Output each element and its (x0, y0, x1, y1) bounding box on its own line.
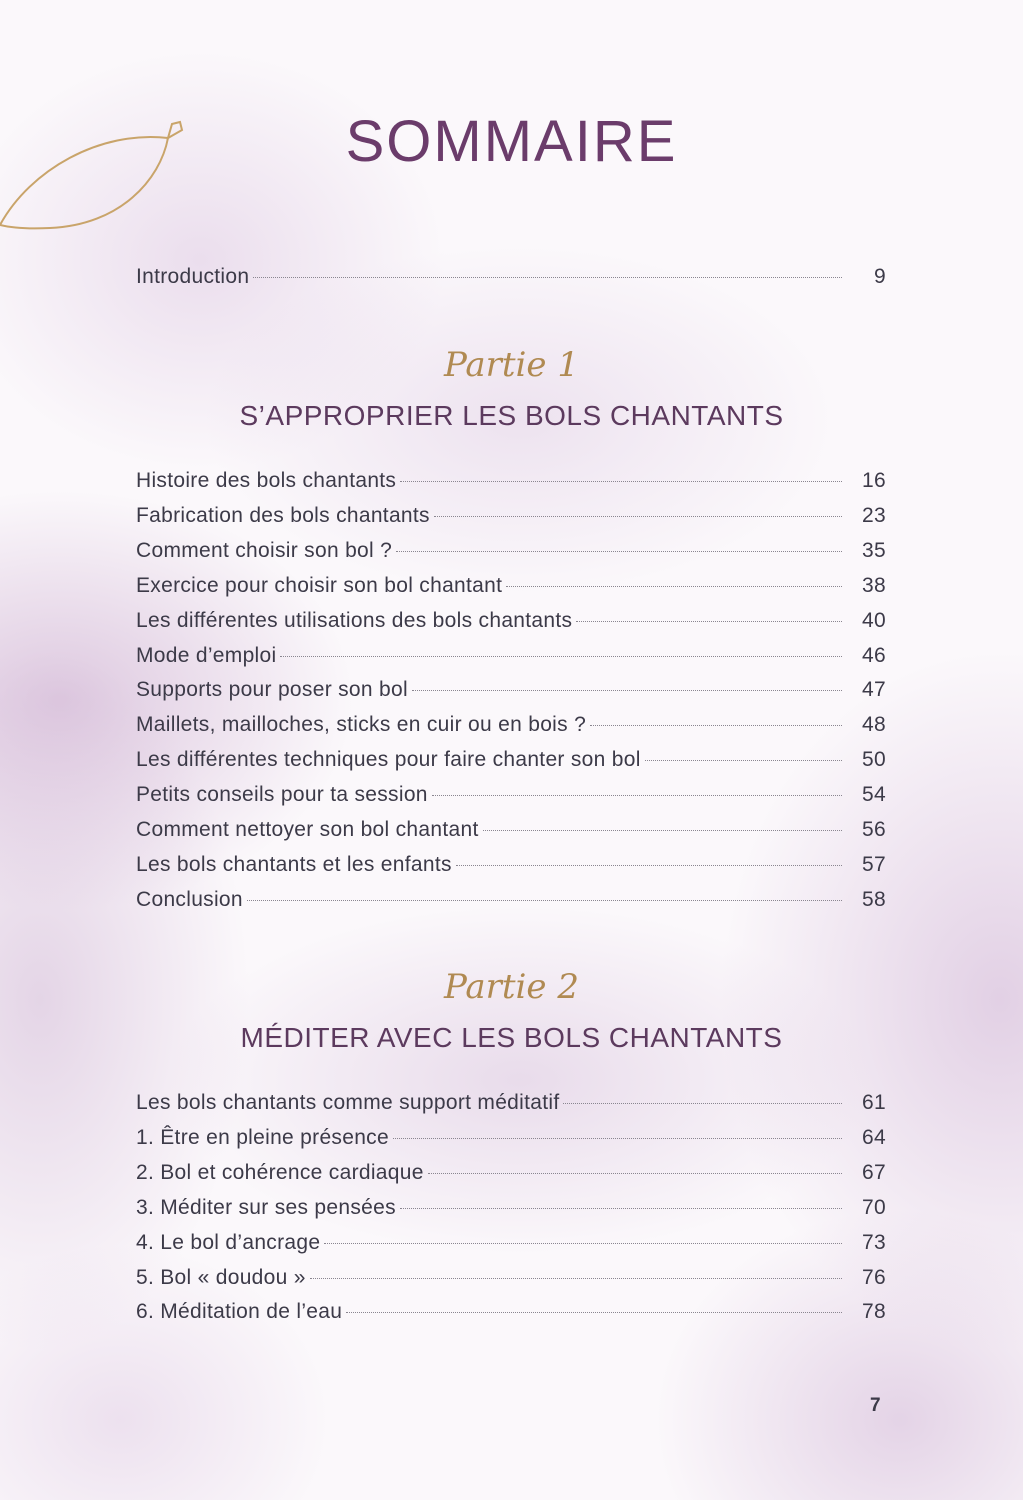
toc-entry-label: Les bols chantants comme support méditatif (136, 1091, 560, 1114)
toc-entry (136, 1126, 886, 1156)
toc-entry-page: 70 (862, 1195, 886, 1219)
toc-entry (136, 574, 886, 604)
toc-entry-page: 57 (862, 852, 886, 876)
leader-dots (434, 516, 842, 517)
toc-entry-label: Conclusion (136, 887, 243, 911)
toc-entry-label: Exercice pour choisir son bol chantant (136, 573, 503, 597)
leader-dots (456, 865, 842, 866)
toc-entry-page: 50 (862, 748, 886, 772)
toc-entry (136, 1161, 886, 1191)
toc-entry-page: 46 (862, 643, 886, 667)
toc-entry (136, 644, 886, 674)
leader-dots (563, 1103, 842, 1104)
leader-dots (432, 795, 842, 796)
leader-dots (253, 277, 842, 278)
leader-dots (324, 1243, 842, 1244)
toc-entry-page: 58 (862, 887, 886, 911)
toc-entry (136, 818, 886, 848)
toc-entry-label: Les différentes techniques pour faire chanter son bol (136, 748, 641, 772)
toc-entry (136, 1231, 886, 1261)
toc-entry (136, 504, 886, 534)
toc-entry-label: Histoire des bols chantants (136, 469, 397, 492)
toc-entry-label: 6. Méditation de l’eau (136, 1300, 343, 1324)
toc-entry-label: Mode d’emploi (136, 643, 277, 667)
toc-entry (136, 748, 886, 778)
toc-entry-page: 67 (862, 1160, 886, 1184)
toc-entry (136, 853, 886, 883)
toc-entry-page: 78 (862, 1300, 886, 1324)
leader-dots (590, 725, 842, 726)
toc-entry-label: 1. Être en pleine présence (136, 1125, 389, 1149)
leader-dots (412, 690, 842, 691)
toc-entry-page: 54 (862, 783, 886, 807)
leader-dots (483, 830, 842, 831)
toc-entry (136, 713, 886, 743)
toc-entry-label: Comment choisir son bol ? (136, 538, 393, 562)
toc-entry-page: 38 (862, 573, 886, 597)
toc-entry (136, 539, 886, 569)
leader-dots (310, 1278, 842, 1279)
leader-dots (396, 551, 842, 552)
toc-entry (136, 609, 886, 639)
page-title: SOMMAIRE (345, 109, 678, 174)
toc-entry-page: 64 (862, 1125, 886, 1149)
toc-entry-label: Introduction (136, 265, 250, 288)
page-number: 7 (870, 1395, 881, 1416)
toc-entry-label: 5. Bol « doudou » (136, 1265, 306, 1289)
toc-entry (136, 469, 886, 499)
leader-dots (576, 621, 842, 622)
toc-entry (136, 1300, 886, 1330)
toc-entry-label: 4. Le bol d’ancrage (136, 1230, 321, 1254)
toc-entry-page: 73 (862, 1230, 886, 1254)
toc-entry-label: Les bols chantants et les enfants (136, 852, 452, 876)
leader-dots (346, 1312, 842, 1313)
toc-entry-page: 9 (874, 265, 886, 288)
toc-entry-page: 40 (862, 608, 886, 632)
toc-entry-label: Petits conseils pour ta session (136, 783, 428, 807)
toc-entry-label: Comment nettoyer son bol chantant (136, 818, 479, 841)
toc-entry-page: 56 (862, 818, 886, 841)
toc-entry-label: 2. Bol et cohérence cardiaque (136, 1160, 424, 1184)
toc-entry-label: Les différentes utilisations des bols chantants (136, 608, 573, 632)
leader-dots (247, 900, 842, 901)
toc-entry-page: 48 (862, 713, 886, 737)
toc-entry-page: 23 (862, 503, 886, 527)
toc-entry-label: Supports pour poser son bol (136, 678, 408, 702)
toc-entry-label: Fabrication des bols chantants (136, 503, 430, 527)
part-1-script-label: Partie 1 (444, 345, 579, 385)
leader-dots (645, 760, 842, 761)
toc-entry (136, 1091, 886, 1121)
leader-dots (280, 656, 842, 657)
toc-entry (136, 1266, 886, 1296)
toc-entry (136, 678, 886, 708)
leader-dots (400, 1208, 842, 1209)
toc-entry-page: 47 (862, 678, 886, 702)
leader-dots (506, 586, 842, 587)
toc-entry-page: 76 (862, 1265, 886, 1289)
toc-entry-page: 16 (862, 469, 886, 492)
leader-dots (428, 1173, 842, 1174)
toc-entry-introduction (136, 265, 886, 295)
leader-dots (393, 1138, 842, 1139)
toc-entry-label: Maillets, mailloches, sticks en cuir ou en bois ? (136, 713, 587, 737)
part-2-title: MÉDITER AVEC LES BOLS CHANTANTS (240, 1022, 783, 1053)
part-1-title: S’APPROPRIER LES BOLS CHANTANTS (239, 400, 784, 431)
toc-entry (136, 888, 886, 918)
toc-entry (136, 783, 886, 813)
toc-entry-page: 61 (862, 1091, 886, 1114)
leader-dots (400, 481, 842, 482)
toc-entry-page: 35 (862, 538, 886, 562)
toc-entry-label: 3. Méditer sur ses pensées (136, 1195, 396, 1219)
toc-entry (136, 1196, 886, 1226)
part-2-script-label: Partie 2 (444, 967, 579, 1007)
